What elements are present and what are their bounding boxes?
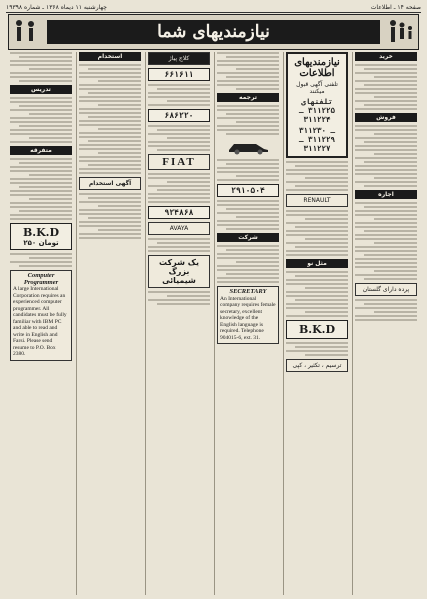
ad-estekhdam-title: آگهی استخدام [88, 180, 132, 187]
ad-text-block [217, 52, 279, 90]
ad-renault [286, 194, 348, 207]
secretary-ad [217, 286, 279, 344]
classified-columns [8, 52, 419, 595]
ad-golestan [355, 283, 417, 296]
ad-tarsim-text: ترسیم ، تکثیر ، کپی [292, 362, 342, 369]
section-header-sherkat: شرکت [217, 233, 279, 242]
ad-tarsim [286, 359, 348, 372]
ad-phone-kalaje: ۶۶۱۶۱۱ [148, 68, 210, 81]
ad-text-block [217, 245, 279, 283]
ad-text-block [79, 193, 141, 239]
ad-renault-text: RENAULT [303, 197, 331, 204]
column-1 [352, 52, 419, 595]
date-line: چهارشنبه ۱۱ دیماه ۱۳۶۸ ـ شماره ۱۹۳۹۸ [6, 3, 107, 11]
car-icon [217, 138, 279, 156]
family-figures-icon [384, 16, 418, 48]
ad-bkd [10, 223, 72, 250]
section-header-estekhdam: استخدام [79, 52, 141, 61]
section-header-tadris: تدریس [10, 85, 72, 94]
ad-text-block [217, 105, 279, 135]
programmer-ad-title: Computer Programmer [23, 272, 59, 286]
ad-phone-4: ۹۲۴۸۶۸ [148, 206, 210, 219]
section-header-forush: فروش [355, 113, 417, 122]
main-ad-phones-2: ۳۱۱۲۳۰ ـ ۳۱۱۲۲۹ ـ ۳۱۱۲۲۷ [298, 126, 336, 153]
section-header-tarjomeh: ترجمه [217, 93, 279, 102]
ad-bkd-2-name: B.K.D [298, 323, 336, 336]
section-header-kharid: خرید [355, 52, 417, 61]
ad-text-block [355, 299, 417, 321]
secretary-ad-body: An International company requires female secretary, excellent knowledge of the English language is required. Telephone 904015-6, ext. 31. [220, 295, 276, 341]
ad-phone-3: ۶۸۶۲۲۰ [148, 109, 210, 122]
ad-text-block [286, 210, 348, 256]
ad-text-block [10, 158, 72, 220]
ad-text-block [217, 200, 279, 230]
ad-text-block [148, 173, 210, 203]
column-2 [283, 52, 350, 595]
ad-bkd-2 [286, 320, 348, 339]
column-6 [8, 52, 74, 595]
ad-text-block [148, 238, 210, 252]
ad-estekhdam [79, 177, 141, 190]
column-4 [145, 52, 212, 595]
main-ad-sub: تلفنی آگهی قبول میکنند [296, 81, 338, 95]
ad-sherkat-bozorg [148, 255, 210, 288]
column-3 [214, 52, 281, 595]
ad-text-block [148, 125, 210, 151]
section-header-mesle-no: مثل نو [286, 259, 348, 268]
ad-text-block [148, 291, 210, 305]
ad-bkd-name: B.K.D [22, 226, 60, 239]
ad-text-block [10, 253, 72, 267]
ad-golestan-text: پرده دارای گلستان [362, 286, 410, 293]
programmer-ad-body: A large International Corporation requires an experienced computer programmer. All candidates must be fully familiar with IBM PC and able to read and write in English and Farsi. Please send resume to P.O. Box 2380. [13, 286, 67, 357]
ad-text-block [10, 97, 72, 143]
ad-text-block [355, 64, 417, 110]
ad-phone-2: ۲۹۱۰۵۰۴ [217, 184, 279, 197]
ad-avaya-text: AVAYA [169, 225, 189, 232]
ad-kalaje [148, 52, 210, 65]
ad-text-block [355, 125, 417, 187]
ad-text-block [355, 202, 417, 280]
programmer-ad [10, 270, 72, 361]
ad-text-block [217, 159, 279, 181]
ad-sherkat-bozorg-title: یک شرکت بزرگ [159, 258, 199, 276]
section-header-ejareh: اجاره [355, 190, 417, 199]
ad-sherkat-bozorg-sub: شیمیائی [162, 276, 196, 285]
main-ad-box [286, 52, 348, 158]
fiat-logo: FIAT [148, 154, 210, 170]
column-5 [76, 52, 143, 595]
main-ad-title: نیازمندیهای اطلاعات [294, 57, 340, 79]
section-header-motefareghe: متفرقه [10, 146, 72, 155]
ad-text-block [286, 342, 348, 356]
main-ad-phones-1: تلفنهای ۳۱۱۲۲۵ ـ ۳۱۱۲۲۴ [298, 97, 336, 124]
top-bar [6, 2, 421, 13]
ad-kalaje-text: کلاج پیاژ [168, 55, 190, 62]
secretary-ad-title: SECRETARY [229, 288, 267, 295]
ad-text-block [148, 84, 210, 106]
ad-text-block [286, 161, 348, 191]
ad-avaya [148, 222, 210, 235]
ad-text-block [10, 52, 72, 82]
ad-text-block [79, 64, 141, 174]
banner-title: نیازمندیهای شما [47, 20, 380, 44]
section-banner [8, 14, 419, 50]
ad-bkd-price: ۲۵۰ تومان [23, 239, 59, 247]
people-figures-icon [9, 16, 43, 48]
ad-text-block [286, 271, 348, 317]
page-label: صفحه ۱۴ ـ اطلاعات [370, 3, 421, 11]
